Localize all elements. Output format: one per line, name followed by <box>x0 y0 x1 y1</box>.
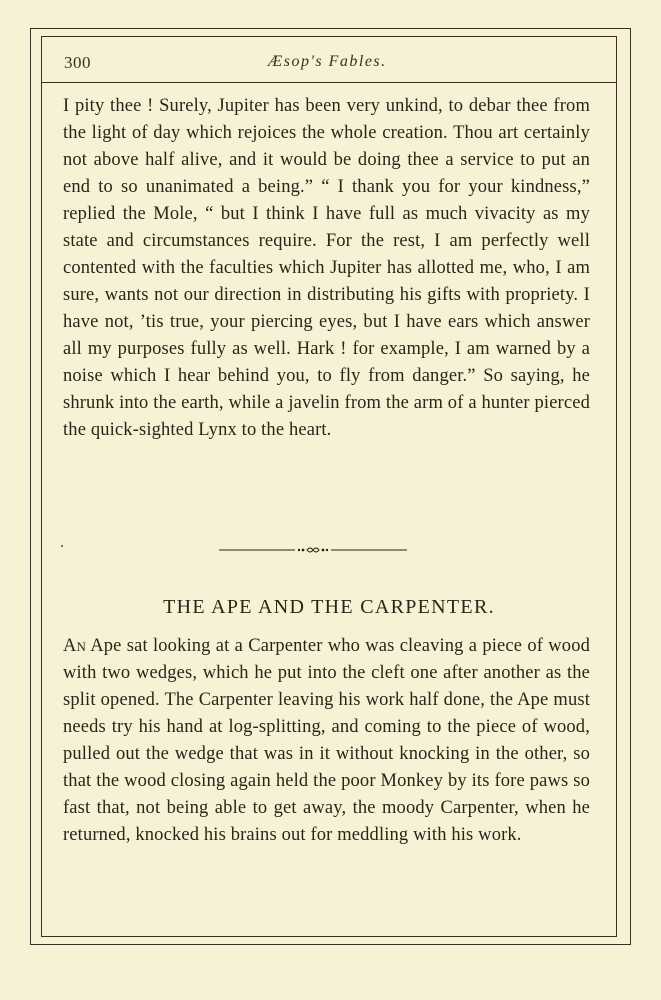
fable-text-continued: I pity thee ! Surely, Jupiter has been very unkind, to debar thee from the light of day which rejoices the whole creation. Thou art certainly not above half alive, and it would be doing thee a service to put an end to so unanimated a being.” “ I thank you for your kindness,” replied the Mole, “ but I think I have full as much vivacity as my state and circumstances require. For the rest, I am perfectly well contented with the faculties which Jupiter has allotted me, who, I am sure, wants not our direction in distributing his gifts with propriety. I have not, ’tis true, your piercing eyes, but I have ears which answer all my purposes fully as well. Hark ! for example, I am warned by a noise which I hear behind you, to fly from danger.” So saying, he shrunk into the earth, while a javelin from the arm of a hunter pierced the quick-sighted Lynx to the heart. <box>63 96 590 440</box>
page-number: 300 <box>64 53 91 72</box>
fable-text <box>63 633 590 849</box>
fable-title: THE APE AND THE CARPENTER. <box>163 596 495 618</box>
header-rule <box>41 82 617 83</box>
section-divider-ornament <box>219 542 407 558</box>
printing-speck <box>61 545 63 547</box>
fable-body: Ape sat looking at a Carpenter who was cleaving a piece of wood with two wedges, which he put into the cleft one after another as the split opened. The Carpenter leaving his work half done, the Ape must needs try his hand at log-splitting, and coming to the piece of wood, pulled out the wedge that was in it without knocking in the other, so that the wood closing again held the poor Monkey by its fore paws so fast that, not being able to get away, the moody Carpenter, when he returned, knocked his brains out for meddling with his work. <box>63 636 590 845</box>
fable-opening-word: An <box>63 636 87 656</box>
running-title: Æsop's Fables. <box>268 53 387 70</box>
